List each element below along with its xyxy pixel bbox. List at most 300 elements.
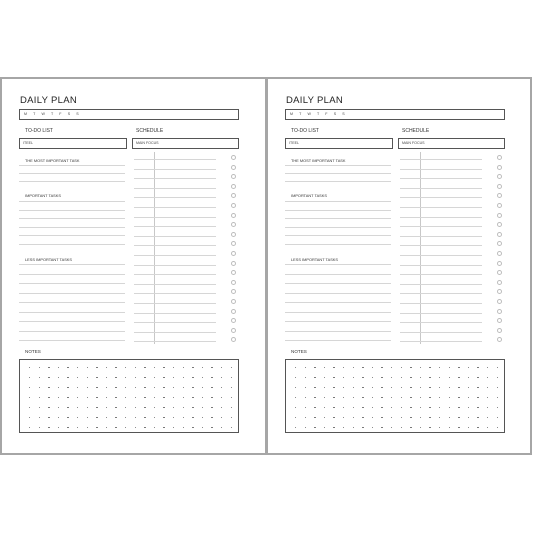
grid-dot bbox=[314, 417, 315, 418]
grid-dot bbox=[487, 427, 488, 428]
checkbox-circle[interactable] bbox=[231, 251, 236, 256]
grid-dot bbox=[192, 397, 193, 398]
todo-line[interactable] bbox=[19, 321, 125, 322]
grid-dot bbox=[96, 387, 97, 388]
grid-dot bbox=[125, 377, 126, 378]
schedule-line[interactable] bbox=[134, 322, 216, 323]
todo-field[interactable]: ITEEL bbox=[285, 138, 393, 149]
checkbox-circle[interactable] bbox=[497, 251, 502, 256]
grid-dot bbox=[135, 397, 136, 398]
todo-line[interactable] bbox=[285, 321, 391, 322]
todo-line[interactable] bbox=[19, 274, 125, 275]
schedule-line[interactable] bbox=[400, 236, 482, 237]
notes-dot-grid[interactable] bbox=[19, 359, 239, 433]
grid-dot bbox=[324, 397, 325, 398]
grid-dot bbox=[135, 377, 136, 378]
checkbox-circle[interactable] bbox=[231, 232, 236, 237]
todo-line[interactable] bbox=[19, 312, 125, 313]
grid-dot bbox=[29, 387, 30, 388]
schedule-line[interactable] bbox=[134, 226, 216, 227]
grid-dot bbox=[115, 417, 116, 418]
grid-dot bbox=[468, 397, 469, 398]
grid-dot bbox=[221, 387, 222, 388]
grid-dot bbox=[29, 397, 30, 398]
grid-dot bbox=[106, 427, 107, 428]
grid-dot bbox=[391, 407, 392, 408]
todo-line[interactable] bbox=[285, 201, 391, 202]
grid-dot bbox=[381, 407, 382, 408]
grid-dot bbox=[173, 377, 174, 378]
grid-dot bbox=[96, 427, 97, 428]
grid-dot bbox=[410, 397, 411, 398]
grid-dot bbox=[333, 407, 334, 408]
checkbox-circle[interactable] bbox=[231, 222, 236, 227]
grid-dot bbox=[353, 367, 354, 368]
grid-dot bbox=[362, 387, 363, 388]
checkbox-circle[interactable] bbox=[497, 318, 502, 323]
grid-dot bbox=[77, 427, 78, 428]
checkbox-circle[interactable] bbox=[231, 309, 236, 314]
checkbox-circle[interactable] bbox=[231, 203, 236, 208]
todo-line[interactable] bbox=[285, 235, 391, 236]
grid-dot bbox=[343, 407, 344, 408]
grid-dot bbox=[353, 387, 354, 388]
grid-dot bbox=[439, 377, 440, 378]
grid-dot bbox=[295, 427, 296, 428]
schedule-line[interactable] bbox=[134, 341, 216, 342]
grid-dot bbox=[115, 407, 116, 408]
grid-dot bbox=[439, 407, 440, 408]
grid-dot bbox=[87, 407, 88, 408]
grid-dot bbox=[497, 367, 498, 368]
weekday-selector[interactable]: M T W T F S S bbox=[19, 109, 239, 120]
checkbox-circle[interactable] bbox=[231, 261, 236, 266]
checkbox-circle[interactable] bbox=[231, 155, 236, 160]
checkbox-circle[interactable] bbox=[231, 193, 236, 198]
grid-dot bbox=[487, 407, 488, 408]
checkbox-circle[interactable] bbox=[497, 337, 502, 342]
grid-dot bbox=[87, 367, 88, 368]
grid-dot bbox=[343, 377, 344, 378]
checkbox-circle[interactable] bbox=[497, 222, 502, 227]
schedule-line[interactable] bbox=[400, 322, 482, 323]
grid-dot bbox=[48, 427, 49, 428]
grid-dot bbox=[362, 377, 363, 378]
checkbox-circle[interactable] bbox=[231, 241, 236, 246]
grid-dot bbox=[429, 397, 430, 398]
planner-page-left bbox=[2, 79, 265, 453]
grid-dot bbox=[87, 427, 88, 428]
grid-dot bbox=[353, 427, 354, 428]
grid-dot bbox=[420, 377, 421, 378]
todo-line[interactable] bbox=[285, 181, 391, 182]
schedule-line[interactable] bbox=[134, 274, 216, 275]
todo-line[interactable] bbox=[19, 264, 125, 265]
grid-dot bbox=[295, 417, 296, 418]
grid-dot bbox=[211, 367, 212, 368]
grid-dot bbox=[211, 407, 212, 408]
checkbox-circle[interactable] bbox=[497, 232, 502, 237]
grid-dot bbox=[77, 407, 78, 408]
grid-dot bbox=[125, 417, 126, 418]
grid-dot bbox=[401, 387, 402, 388]
schedule-line[interactable] bbox=[400, 255, 482, 256]
grid-dot bbox=[477, 387, 478, 388]
grid-dot bbox=[135, 367, 136, 368]
grid-dot bbox=[429, 407, 430, 408]
schedule-line[interactable] bbox=[134, 245, 216, 246]
grid-dot bbox=[333, 387, 334, 388]
checkbox-circle[interactable] bbox=[497, 155, 502, 160]
grid-dot bbox=[439, 367, 440, 368]
schedule-line[interactable] bbox=[134, 217, 216, 218]
grid-dot bbox=[401, 407, 402, 408]
schedule-divider bbox=[154, 152, 155, 344]
checkbox-circle[interactable] bbox=[231, 270, 236, 275]
grid-dot bbox=[96, 417, 97, 418]
checkbox-circle[interactable] bbox=[497, 289, 502, 294]
todo-line[interactable] bbox=[285, 218, 391, 219]
grid-dot bbox=[87, 387, 88, 388]
grid-dot bbox=[202, 387, 203, 388]
todo-line[interactable] bbox=[285, 331, 391, 332]
grid-dot bbox=[314, 367, 315, 368]
grid-dot bbox=[115, 427, 116, 428]
grid-dot bbox=[154, 387, 155, 388]
todo-line[interactable] bbox=[19, 227, 125, 228]
schedule-line[interactable] bbox=[134, 169, 216, 170]
grid-dot bbox=[391, 427, 392, 428]
checkbox-circle[interactable] bbox=[497, 261, 502, 266]
grid-dot bbox=[192, 417, 193, 418]
todo-line[interactable] bbox=[285, 210, 391, 211]
schedule-line[interactable] bbox=[134, 293, 216, 294]
schedule-line[interactable] bbox=[134, 178, 216, 179]
grid-dot bbox=[372, 417, 373, 418]
grid-dot bbox=[372, 407, 373, 408]
grid-dot bbox=[372, 367, 373, 368]
grid-dot bbox=[449, 387, 450, 388]
grid-dot bbox=[202, 427, 203, 428]
grid-dot bbox=[39, 377, 40, 378]
grid-dot bbox=[106, 407, 107, 408]
grid-dot bbox=[381, 377, 382, 378]
todo-line[interactable] bbox=[19, 244, 125, 245]
most-important-task-label: THE MOST IMPORTANT TASK bbox=[25, 158, 80, 163]
checkbox-circle[interactable] bbox=[497, 193, 502, 198]
grid-dot bbox=[192, 367, 193, 368]
grid-dot bbox=[333, 427, 334, 428]
grid-dot bbox=[58, 377, 59, 378]
checkbox-circle[interactable] bbox=[231, 328, 236, 333]
schedule-line[interactable] bbox=[400, 197, 482, 198]
grid-dot bbox=[77, 387, 78, 388]
schedule-line[interactable] bbox=[134, 236, 216, 237]
grid-dot bbox=[183, 407, 184, 408]
schedule-line[interactable] bbox=[400, 274, 482, 275]
grid-dot bbox=[67, 367, 68, 368]
grid-dot bbox=[87, 397, 88, 398]
grid-dot bbox=[449, 397, 450, 398]
grid-dot bbox=[77, 397, 78, 398]
grid-dot bbox=[295, 377, 296, 378]
grid-dot bbox=[343, 387, 344, 388]
todo-line[interactable] bbox=[285, 293, 391, 294]
schedule-line[interactable] bbox=[400, 159, 482, 160]
grid-dot bbox=[39, 367, 40, 368]
grid-dot bbox=[173, 427, 174, 428]
grid-dot bbox=[48, 397, 49, 398]
grid-dot bbox=[192, 377, 193, 378]
grid-dot bbox=[154, 367, 155, 368]
schedule-line[interactable] bbox=[400, 207, 482, 208]
grid-dot bbox=[333, 377, 334, 378]
schedule-line[interactable] bbox=[400, 284, 482, 285]
grid-dot bbox=[192, 387, 193, 388]
checkbox-circle[interactable] bbox=[497, 241, 502, 246]
grid-dot bbox=[468, 367, 469, 368]
grid-dot bbox=[305, 387, 306, 388]
checkbox-circle[interactable] bbox=[231, 337, 236, 342]
schedule-line[interactable] bbox=[400, 332, 482, 333]
grid-dot bbox=[487, 367, 488, 368]
weekday-selector[interactable]: M T W T F S S bbox=[285, 109, 505, 120]
todo-line[interactable] bbox=[285, 227, 391, 228]
grid-dot bbox=[125, 397, 126, 398]
checkbox-circle[interactable] bbox=[231, 280, 236, 285]
grid-dot bbox=[211, 417, 212, 418]
grid-dot bbox=[497, 387, 498, 388]
page-title: DAILY PLAN bbox=[286, 95, 344, 106]
todo-line[interactable] bbox=[19, 165, 125, 166]
grid-dot bbox=[48, 387, 49, 388]
grid-dot bbox=[362, 427, 363, 428]
todo-line[interactable] bbox=[19, 235, 125, 236]
checkbox-circle[interactable] bbox=[497, 213, 502, 218]
grid-dot bbox=[221, 417, 222, 418]
checkbox-circle[interactable] bbox=[231, 289, 236, 294]
grid-dot bbox=[343, 397, 344, 398]
schedule-line[interactable] bbox=[400, 245, 482, 246]
grid-dot bbox=[487, 387, 488, 388]
checkbox-circle[interactable] bbox=[231, 174, 236, 179]
schedule-line[interactable] bbox=[400, 226, 482, 227]
grid-dot bbox=[183, 427, 184, 428]
todo-line[interactable] bbox=[19, 302, 125, 303]
grid-dot bbox=[183, 377, 184, 378]
schedule-line[interactable] bbox=[134, 265, 216, 266]
schedule-line[interactable] bbox=[134, 159, 216, 160]
schedule-line[interactable] bbox=[400, 313, 482, 314]
grid-dot bbox=[144, 417, 145, 418]
grid-dot bbox=[420, 427, 421, 428]
schedule-line[interactable] bbox=[134, 197, 216, 198]
grid-dot bbox=[192, 407, 193, 408]
notes-dot-grid[interactable] bbox=[285, 359, 505, 433]
grid-dot bbox=[449, 417, 450, 418]
checkbox-circle[interactable] bbox=[497, 174, 502, 179]
grid-dot bbox=[202, 367, 203, 368]
todo-line[interactable] bbox=[19, 201, 125, 202]
notes-label: NOTES bbox=[291, 349, 307, 354]
schedule-line[interactable] bbox=[400, 303, 482, 304]
todo-line[interactable] bbox=[285, 264, 391, 265]
grid-dot bbox=[154, 427, 155, 428]
grid-dot bbox=[391, 377, 392, 378]
grid-dot bbox=[449, 427, 450, 428]
grid-dot bbox=[221, 407, 222, 408]
schedule-line[interactable] bbox=[400, 178, 482, 179]
grid-dot bbox=[106, 417, 107, 418]
grid-dot bbox=[324, 377, 325, 378]
grid-dot bbox=[144, 367, 145, 368]
schedule-line[interactable] bbox=[400, 293, 482, 294]
schedule-line[interactable] bbox=[400, 188, 482, 189]
grid-dot bbox=[458, 367, 459, 368]
grid-dot bbox=[106, 377, 107, 378]
checkbox-circle[interactable] bbox=[497, 184, 502, 189]
grid-dot bbox=[183, 397, 184, 398]
checkbox-circle[interactable] bbox=[497, 203, 502, 208]
grid-dot bbox=[420, 407, 421, 408]
checkbox-circle[interactable] bbox=[497, 299, 502, 304]
grid-dot bbox=[135, 427, 136, 428]
grid-dot bbox=[173, 367, 174, 368]
schedule-line[interactable] bbox=[134, 255, 216, 256]
todo-line[interactable] bbox=[19, 293, 125, 294]
checkbox-circle[interactable] bbox=[231, 318, 236, 323]
grid-dot bbox=[497, 397, 498, 398]
todo-line[interactable] bbox=[285, 165, 391, 166]
grid-dot bbox=[96, 377, 97, 378]
grid-dot bbox=[221, 367, 222, 368]
grid-dot bbox=[221, 427, 222, 428]
checkbox-circle[interactable] bbox=[231, 299, 236, 304]
checkbox-circle[interactable] bbox=[231, 213, 236, 218]
grid-dot bbox=[77, 367, 78, 368]
grid-dot bbox=[135, 417, 136, 418]
todo-line[interactable] bbox=[285, 312, 391, 313]
todo-line[interactable] bbox=[285, 283, 391, 284]
grid-dot bbox=[314, 407, 315, 408]
grid-dot bbox=[449, 407, 450, 408]
grid-dot bbox=[173, 407, 174, 408]
grid-dot bbox=[58, 407, 59, 408]
schedule-heading: SCHEDULE bbox=[136, 128, 164, 134]
grid-dot bbox=[67, 397, 68, 398]
todo-line[interactable] bbox=[285, 173, 391, 174]
todo-line[interactable] bbox=[285, 302, 391, 303]
todo-line[interactable] bbox=[19, 181, 125, 182]
schedule-line[interactable] bbox=[400, 217, 482, 218]
todo-line[interactable] bbox=[19, 340, 125, 341]
schedule-divider bbox=[420, 152, 421, 344]
schedule-line[interactable] bbox=[400, 265, 482, 266]
grid-dot bbox=[135, 387, 136, 388]
checkbox-circle[interactable] bbox=[497, 280, 502, 285]
grid-dot bbox=[39, 397, 40, 398]
grid-dot bbox=[305, 407, 306, 408]
grid-dot bbox=[58, 417, 59, 418]
grid-dot bbox=[410, 427, 411, 428]
checkbox-circle[interactable] bbox=[497, 270, 502, 275]
todo-line[interactable] bbox=[285, 244, 391, 245]
todo-field[interactable]: ITEEL bbox=[19, 138, 127, 149]
todo-line[interactable] bbox=[285, 274, 391, 275]
schedule-line[interactable] bbox=[134, 207, 216, 208]
schedule-line[interactable] bbox=[134, 332, 216, 333]
grid-dot bbox=[381, 427, 382, 428]
grid-dot bbox=[29, 427, 30, 428]
grid-dot bbox=[106, 397, 107, 398]
grid-dot bbox=[362, 397, 363, 398]
grid-dot bbox=[96, 367, 97, 368]
grid-dot bbox=[144, 407, 145, 408]
schedule-line[interactable] bbox=[134, 313, 216, 314]
main-focus-field[interactable]: MAIN FOCUS bbox=[398, 138, 505, 149]
grid-dot bbox=[343, 417, 344, 418]
grid-dot bbox=[106, 387, 107, 388]
grid-dot bbox=[211, 387, 212, 388]
grid-dot bbox=[295, 407, 296, 408]
todo-line[interactable] bbox=[285, 340, 391, 341]
checkbox-circle[interactable] bbox=[497, 309, 502, 314]
grid-dot bbox=[48, 417, 49, 418]
todo-line[interactable] bbox=[19, 331, 125, 332]
schedule-line[interactable] bbox=[134, 284, 216, 285]
grid-dot bbox=[401, 417, 402, 418]
grid-dot bbox=[295, 367, 296, 368]
todo-line[interactable] bbox=[19, 283, 125, 284]
schedule-line[interactable] bbox=[134, 188, 216, 189]
grid-dot bbox=[48, 407, 49, 408]
grid-dot bbox=[353, 377, 354, 378]
checkbox-circle[interactable] bbox=[231, 165, 236, 170]
grid-dot bbox=[115, 367, 116, 368]
grid-dot bbox=[77, 417, 78, 418]
schedule-line[interactable] bbox=[400, 341, 482, 342]
grid-dot bbox=[173, 397, 174, 398]
grid-dot bbox=[381, 417, 382, 418]
todo-line[interactable] bbox=[19, 173, 125, 174]
grid-dot bbox=[420, 417, 421, 418]
checkbox-circle[interactable] bbox=[497, 328, 502, 333]
grid-dot bbox=[183, 387, 184, 388]
todo-line[interactable] bbox=[19, 210, 125, 211]
grid-dot bbox=[477, 397, 478, 398]
schedule-line[interactable] bbox=[400, 169, 482, 170]
grid-dot bbox=[477, 367, 478, 368]
grid-dot bbox=[487, 377, 488, 378]
grid-dot bbox=[391, 417, 392, 418]
checkbox-circle[interactable] bbox=[497, 165, 502, 170]
grid-dot bbox=[468, 387, 469, 388]
todo-line[interactable] bbox=[19, 218, 125, 219]
grid-dot bbox=[192, 427, 193, 428]
main-focus-field[interactable]: MAIN FOCUS bbox=[132, 138, 239, 149]
grid-dot bbox=[401, 397, 402, 398]
grid-dot bbox=[305, 397, 306, 398]
grid-dot bbox=[48, 367, 49, 368]
grid-dot bbox=[96, 397, 97, 398]
grid-dot bbox=[333, 367, 334, 368]
grid-dot bbox=[314, 377, 315, 378]
schedule-line[interactable] bbox=[134, 303, 216, 304]
checkbox-circle[interactable] bbox=[231, 184, 236, 189]
grid-dot bbox=[163, 417, 164, 418]
grid-dot bbox=[231, 427, 232, 428]
grid-dot bbox=[362, 417, 363, 418]
